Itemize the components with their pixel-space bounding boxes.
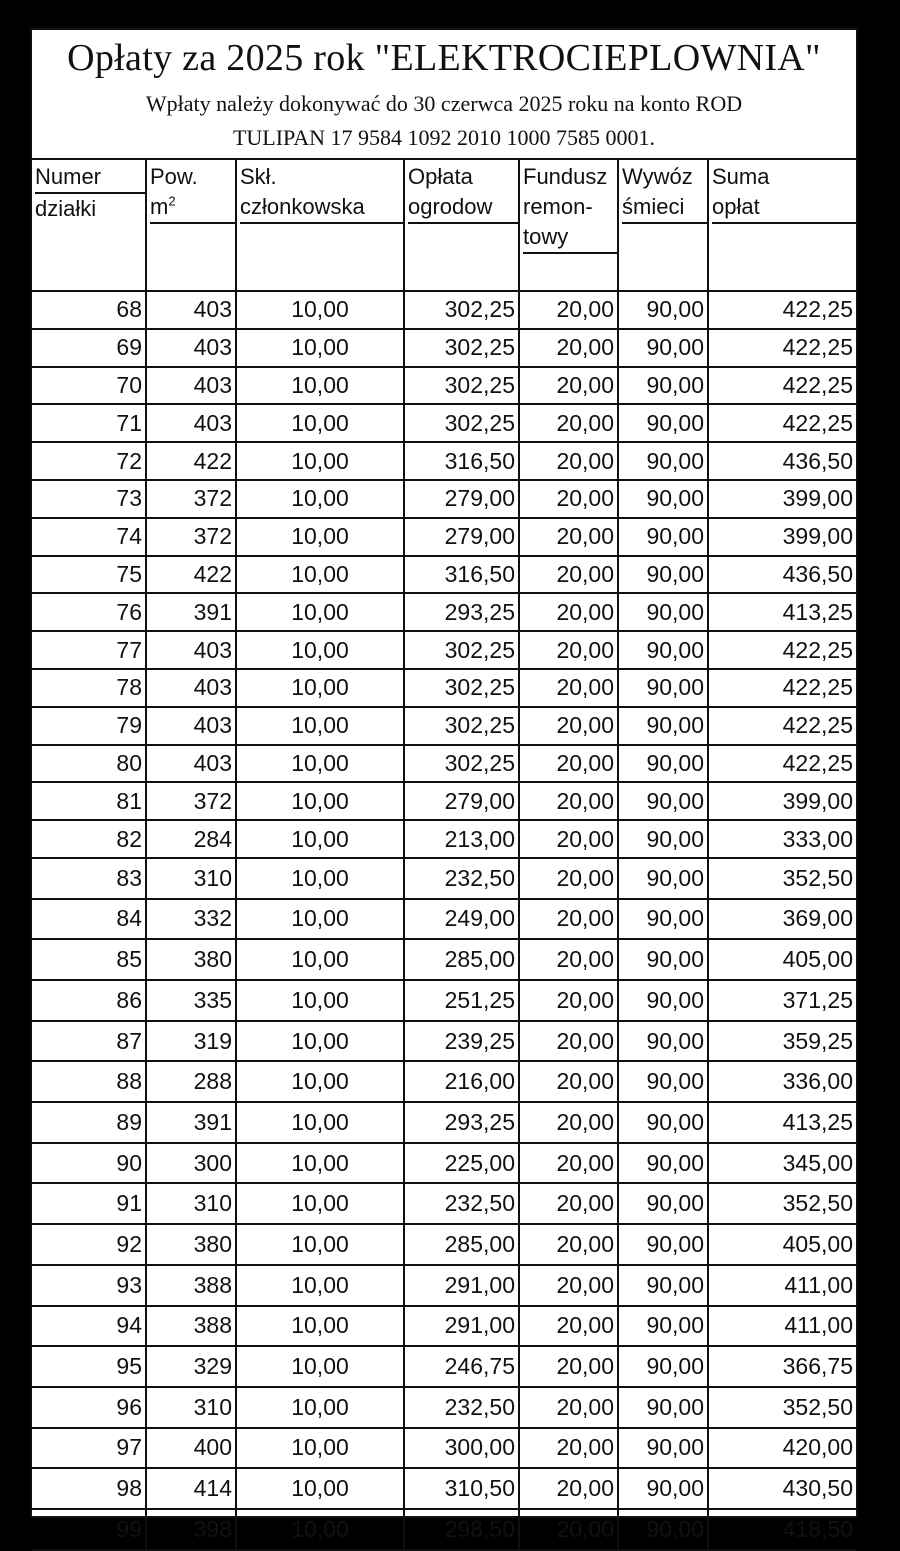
waste-removal-cell: 90,00: [618, 442, 708, 480]
garden-fee-cell: 285,00: [404, 1224, 519, 1265]
plot-number-cell: 70: [32, 367, 146, 405]
garden-fee-cell: 216,00: [404, 1061, 519, 1102]
waste-removal-cell: 90,00: [618, 1061, 708, 1102]
garden-fee-cell: 300,00: [404, 1428, 519, 1469]
renovation-fund-cell: 20,00: [519, 1102, 618, 1143]
garden-fee-cell: 302,25: [404, 404, 519, 442]
membership-fee-cell: 10,00: [236, 556, 404, 594]
waste-removal-cell: 90,00: [618, 745, 708, 783]
garden-fee-cell: 302,25: [404, 367, 519, 405]
fees-table-body: [32, 291, 856, 1550]
column-header-waste-removal: [618, 159, 708, 291]
header-line: Pow.: [150, 164, 198, 189]
unit-text: m: [150, 194, 169, 219]
table-row: [32, 1102, 856, 1143]
table-row: [32, 707, 856, 745]
table-row: [32, 899, 856, 940]
total-fee-cell: 422,25: [708, 631, 856, 669]
plot-number-cell: 78: [32, 669, 146, 707]
renovation-fund-cell: 20,00: [519, 1021, 618, 1062]
garden-fee-cell: 316,50: [404, 442, 519, 480]
garden-fee-cell: 302,25: [404, 291, 519, 329]
renovation-fund-cell: 20,00: [519, 367, 618, 405]
area-cell: 388: [146, 1265, 236, 1306]
area-cell: 403: [146, 669, 236, 707]
membership-fee-cell: 10,00: [236, 669, 404, 707]
plot-number-cell: 85: [32, 939, 146, 980]
total-fee-cell: 352,50: [708, 858, 856, 899]
garden-fee-cell: 302,25: [404, 707, 519, 745]
waste-removal-cell: 90,00: [618, 1224, 708, 1265]
plot-number-cell: 90: [32, 1143, 146, 1184]
garden-fee-cell: 213,00: [404, 820, 519, 858]
garden-fee-cell: 291,00: [404, 1265, 519, 1306]
table-row: [32, 669, 856, 707]
table-row: [32, 1428, 856, 1469]
renovation-fund-cell: 20,00: [519, 518, 618, 556]
membership-fee-cell: 10,00: [236, 939, 404, 980]
table-row: [32, 782, 856, 820]
total-fee-cell: 436,50: [708, 442, 856, 480]
membership-fee-cell: 10,00: [236, 1224, 404, 1265]
table-row: [32, 291, 856, 329]
table-row: [32, 442, 856, 480]
header-line: Opłata: [408, 164, 473, 189]
renovation-fund-cell: 20,00: [519, 669, 618, 707]
waste-removal-cell: 90,00: [618, 858, 708, 899]
table-row: [32, 631, 856, 669]
fee-sheet: [30, 28, 858, 1542]
table-row: [32, 1468, 856, 1509]
total-fee-cell: 422,25: [708, 707, 856, 745]
plot-number-cell: 75: [32, 556, 146, 594]
renovation-fund-cell: 20,00: [519, 593, 618, 631]
plot-number-cell: 69: [32, 329, 146, 367]
table-row: [32, 1183, 856, 1224]
total-fee-cell: 359,25: [708, 1021, 856, 1062]
table-row: [32, 1306, 856, 1347]
garden-fee-cell: 298,50: [404, 1509, 519, 1550]
area-cell: 422: [146, 556, 236, 594]
membership-fee-cell: 10,00: [236, 858, 404, 899]
area-cell: 372: [146, 782, 236, 820]
area-cell: 403: [146, 367, 236, 405]
header-line: Fundusz: [523, 164, 608, 189]
garden-fee-cell: 316,50: [404, 556, 519, 594]
plot-number-cell: 99: [32, 1509, 146, 1550]
area-cell: 403: [146, 707, 236, 745]
plot-number-cell: 92: [32, 1224, 146, 1265]
area-cell: 284: [146, 820, 236, 858]
membership-fee-cell: 10,00: [236, 782, 404, 820]
garden-fee-cell: 302,25: [404, 329, 519, 367]
membership-fee-cell: 10,00: [236, 1102, 404, 1143]
table-row: [32, 939, 856, 980]
plot-number-cell: 88: [32, 1061, 146, 1102]
membership-fee-cell: 10,00: [236, 480, 404, 518]
plot-number-cell: 97: [32, 1428, 146, 1469]
total-fee-cell: 411,00: [708, 1306, 856, 1347]
area-cell: 329: [146, 1346, 236, 1387]
area-cell: 372: [146, 480, 236, 518]
renovation-fund-cell: 20,00: [519, 707, 618, 745]
total-fee-cell: 405,00: [708, 1224, 856, 1265]
renovation-fund-cell: 20,00: [519, 556, 618, 594]
table-row: [32, 1346, 856, 1387]
waste-removal-cell: 90,00: [618, 291, 708, 329]
plot-number-cell: 68: [32, 291, 146, 329]
area-cell: 403: [146, 404, 236, 442]
renovation-fund-cell: 20,00: [519, 291, 618, 329]
column-header-membership-fee: [236, 159, 404, 291]
header-line: opłat: [712, 192, 856, 224]
waste-removal-cell: 90,00: [618, 1509, 708, 1550]
renovation-fund-cell: 20,00: [519, 1428, 618, 1469]
waste-removal-cell: 90,00: [618, 899, 708, 940]
waste-removal-cell: 90,00: [618, 1102, 708, 1143]
garden-fee-cell: 225,00: [404, 1143, 519, 1184]
waste-removal-cell: 90,00: [618, 1021, 708, 1062]
waste-removal-cell: 90,00: [618, 404, 708, 442]
waste-removal-cell: 90,00: [618, 669, 708, 707]
membership-fee-cell: 10,00: [236, 442, 404, 480]
area-cell: 335: [146, 980, 236, 1021]
fees-table: [32, 158, 856, 1551]
waste-removal-cell: 90,00: [618, 329, 708, 367]
header-line: Skł.: [240, 164, 277, 189]
total-fee-cell: 420,00: [708, 1428, 856, 1469]
membership-fee-cell: 10,00: [236, 1346, 404, 1387]
unit-exponent: 2: [168, 193, 176, 209]
renovation-fund-cell: 20,00: [519, 782, 618, 820]
garden-fee-cell: 232,50: [404, 1183, 519, 1224]
renovation-fund-cell: 20,00: [519, 1183, 618, 1224]
membership-fee-cell: 10,00: [236, 1509, 404, 1550]
total-fee-cell: 369,00: [708, 899, 856, 940]
garden-fee-cell: 232,50: [404, 858, 519, 899]
header-line: Suma: [712, 164, 770, 189]
header-line: towy: [523, 222, 617, 254]
total-fee-cell: 366,75: [708, 1346, 856, 1387]
garden-fee-cell: 239,25: [404, 1021, 519, 1062]
renovation-fund-cell: 20,00: [519, 899, 618, 940]
area-cell: 380: [146, 939, 236, 980]
renovation-fund-cell: 20,00: [519, 1143, 618, 1184]
renovation-fund-cell: 20,00: [519, 631, 618, 669]
area-cell: 332: [146, 899, 236, 940]
renovation-fund-cell: 20,00: [519, 939, 618, 980]
membership-fee-cell: 10,00: [236, 707, 404, 745]
table-row: [32, 1021, 856, 1062]
garden-fee-cell: 246,75: [404, 1346, 519, 1387]
total-fee-cell: 422,25: [708, 329, 856, 367]
membership-fee-cell: 10,00: [236, 404, 404, 442]
table-row: [32, 329, 856, 367]
waste-removal-cell: 90,00: [618, 939, 708, 980]
plot-number-cell: 89: [32, 1102, 146, 1143]
plot-number-cell: 73: [32, 480, 146, 518]
total-fee-cell: 422,25: [708, 404, 856, 442]
waste-removal-cell: 90,00: [618, 820, 708, 858]
garden-fee-cell: 279,00: [404, 518, 519, 556]
total-fee-cell: 422,25: [708, 669, 856, 707]
plot-number-cell: 86: [32, 980, 146, 1021]
area-cell: 388: [146, 1306, 236, 1347]
total-fee-cell: 352,50: [708, 1387, 856, 1428]
total-fee-cell: 430,50: [708, 1468, 856, 1509]
table-row: [32, 480, 856, 518]
column-header-plot-number: [32, 159, 146, 291]
plot-number-cell: 72: [32, 442, 146, 480]
waste-removal-cell: 90,00: [618, 1428, 708, 1469]
total-fee-cell: 352,50: [708, 1183, 856, 1224]
garden-fee-cell: 279,00: [404, 782, 519, 820]
renovation-fund-cell: 20,00: [519, 1306, 618, 1347]
membership-fee-cell: 10,00: [236, 518, 404, 556]
column-header-total: [708, 159, 856, 291]
renovation-fund-cell: 20,00: [519, 1387, 618, 1428]
total-fee-cell: 399,00: [708, 480, 856, 518]
table-header-row: [32, 159, 856, 291]
renovation-fund-cell: 20,00: [519, 1265, 618, 1306]
area-cell: 403: [146, 631, 236, 669]
page-title: Opłaty za 2025 rok "ELEKTROCIEPLOWNIA": [67, 37, 821, 79]
table-row: [32, 1143, 856, 1184]
waste-removal-cell: 90,00: [618, 1387, 708, 1428]
table-row: [32, 745, 856, 783]
waste-removal-cell: 90,00: [618, 367, 708, 405]
renovation-fund-cell: 20,00: [519, 1224, 618, 1265]
renovation-fund-cell: 20,00: [519, 745, 618, 783]
renovation-fund-cell: 20,00: [519, 1468, 618, 1509]
membership-fee-cell: 10,00: [236, 329, 404, 367]
header-line: działki: [35, 196, 97, 221]
total-fee-cell: 422,25: [708, 745, 856, 783]
table-row: [32, 1265, 856, 1306]
area-cell: 319: [146, 1021, 236, 1062]
area-cell: 403: [146, 745, 236, 783]
renovation-fund-cell: 20,00: [519, 1061, 618, 1102]
total-fee-cell: 336,00: [708, 1061, 856, 1102]
membership-fee-cell: 10,00: [236, 899, 404, 940]
plot-number-cell: 96: [32, 1387, 146, 1428]
total-fee-cell: 411,00: [708, 1265, 856, 1306]
membership-fee-cell: 10,00: [236, 1143, 404, 1184]
payment-deadline-text: Wpłaty należy dokonywać do 30 czerwca 2025 roku na konto ROD: [145, 91, 743, 116]
table-row: [32, 593, 856, 631]
plot-number-cell: 91: [32, 1183, 146, 1224]
table-row: [32, 858, 856, 899]
garden-fee-cell: 232,50: [404, 1387, 519, 1428]
plot-number-cell: 82: [32, 820, 146, 858]
area-cell: 310: [146, 1183, 236, 1224]
area-cell: 403: [146, 329, 236, 367]
renovation-fund-cell: 20,00: [519, 480, 618, 518]
column-header-area: [146, 159, 236, 291]
plot-number-cell: 98: [32, 1468, 146, 1509]
waste-removal-cell: 90,00: [618, 782, 708, 820]
table-row: [32, 1224, 856, 1265]
header-line: śmieci: [622, 192, 707, 224]
table-row: [32, 820, 856, 858]
plot-number-cell: 74: [32, 518, 146, 556]
membership-fee-cell: 10,00: [236, 1428, 404, 1469]
table-row: [32, 980, 856, 1021]
total-fee-cell: 418,50: [708, 1509, 856, 1550]
waste-removal-cell: 90,00: [618, 707, 708, 745]
area-cell: 310: [146, 1387, 236, 1428]
column-header-renovation-fund: [519, 159, 618, 291]
renovation-fund-cell: 20,00: [519, 980, 618, 1021]
column-header-garden-fee: [404, 159, 519, 291]
plot-number-cell: 84: [32, 899, 146, 940]
membership-fee-cell: 10,00: [236, 980, 404, 1021]
membership-fee-cell: 10,00: [236, 1468, 404, 1509]
area-cell: 422: [146, 442, 236, 480]
table-row: [32, 1387, 856, 1428]
table-row: [32, 1061, 856, 1102]
table-row: [32, 518, 856, 556]
total-fee-cell: 345,00: [708, 1143, 856, 1184]
membership-fee-cell: 10,00: [236, 1021, 404, 1062]
header-line: członkowska: [240, 192, 403, 224]
garden-fee-cell: 249,00: [404, 899, 519, 940]
renovation-fund-cell: 20,00: [519, 404, 618, 442]
membership-fee-cell: 10,00: [236, 1265, 404, 1306]
header-line: Wywóz: [622, 164, 693, 189]
membership-fee-cell: 10,00: [236, 593, 404, 631]
plot-number-cell: 71: [32, 404, 146, 442]
garden-fee-cell: 279,00: [404, 480, 519, 518]
garden-fee-cell: 293,25: [404, 593, 519, 631]
area-cell: 391: [146, 593, 236, 631]
area-cell: 403: [146, 291, 236, 329]
plot-number-cell: 81: [32, 782, 146, 820]
waste-removal-cell: 90,00: [618, 980, 708, 1021]
membership-fee-cell: 10,00: [236, 820, 404, 858]
plot-number-cell: 83: [32, 858, 146, 899]
area-cell: 391: [146, 1102, 236, 1143]
waste-removal-cell: 90,00: [618, 593, 708, 631]
waste-removal-cell: 90,00: [618, 1468, 708, 1509]
total-fee-cell: 405,00: [708, 939, 856, 980]
header-line: remon-: [523, 194, 593, 219]
waste-removal-cell: 90,00: [618, 1306, 708, 1347]
table-row: [32, 404, 856, 442]
plot-number-cell: 94: [32, 1306, 146, 1347]
plot-number-cell: 95: [32, 1346, 146, 1387]
total-fee-cell: 371,25: [708, 980, 856, 1021]
plot-number-cell: 79: [32, 707, 146, 745]
total-fee-cell: 413,25: [708, 1102, 856, 1143]
garden-fee-cell: 293,25: [404, 1102, 519, 1143]
waste-removal-cell: 90,00: [618, 1265, 708, 1306]
garden-fee-cell: 251,25: [404, 980, 519, 1021]
area-cell: 372: [146, 518, 236, 556]
renovation-fund-cell: 20,00: [519, 820, 618, 858]
total-fee-cell: 399,00: [708, 782, 856, 820]
garden-fee-cell: 302,25: [404, 745, 519, 783]
total-fee-cell: 333,00: [708, 820, 856, 858]
membership-fee-cell: 10,00: [236, 1387, 404, 1428]
total-fee-cell: 413,25: [708, 593, 856, 631]
membership-fee-cell: 10,00: [236, 1306, 404, 1347]
area-cell: 380: [146, 1224, 236, 1265]
table-row: [32, 367, 856, 405]
renovation-fund-cell: 20,00: [519, 1509, 618, 1550]
waste-removal-cell: 90,00: [618, 1143, 708, 1184]
header-line: ogrodow: [408, 192, 518, 224]
renovation-fund-cell: 20,00: [519, 442, 618, 480]
area-cell: 398: [146, 1509, 236, 1550]
membership-fee-cell: 10,00: [236, 631, 404, 669]
total-fee-cell: 422,25: [708, 291, 856, 329]
sheet-header: [32, 30, 856, 158]
plot-number-cell: 87: [32, 1021, 146, 1062]
header-line: [150, 192, 235, 224]
waste-removal-cell: 90,00: [618, 518, 708, 556]
table-row: [32, 556, 856, 594]
garden-fee-cell: 302,25: [404, 631, 519, 669]
area-cell: 310: [146, 858, 236, 899]
plot-number-cell: 77: [32, 631, 146, 669]
renovation-fund-cell: 20,00: [519, 858, 618, 899]
area-cell: 288: [146, 1061, 236, 1102]
plot-number-cell: 76: [32, 593, 146, 631]
plot-number-cell: 80: [32, 745, 146, 783]
bank-account-text: TULIPAN 17 9584 1092 2010 1000 7585 0001.: [232, 125, 656, 150]
total-fee-cell: 399,00: [708, 518, 856, 556]
waste-removal-cell: 90,00: [618, 631, 708, 669]
membership-fee-cell: 10,00: [236, 291, 404, 329]
garden-fee-cell: 310,50: [404, 1468, 519, 1509]
membership-fee-cell: 10,00: [236, 367, 404, 405]
garden-fee-cell: 291,00: [404, 1306, 519, 1347]
renovation-fund-cell: 20,00: [519, 1346, 618, 1387]
area-cell: 414: [146, 1468, 236, 1509]
garden-fee-cell: 302,25: [404, 669, 519, 707]
plot-number-cell: 93: [32, 1265, 146, 1306]
waste-removal-cell: 90,00: [618, 1346, 708, 1387]
membership-fee-cell: 10,00: [236, 1061, 404, 1102]
header-line: Numer: [35, 162, 145, 194]
membership-fee-cell: 10,00: [236, 1183, 404, 1224]
membership-fee-cell: 10,00: [236, 745, 404, 783]
waste-removal-cell: 90,00: [618, 556, 708, 594]
garden-fee-cell: 285,00: [404, 939, 519, 980]
area-cell: 300: [146, 1143, 236, 1184]
renovation-fund-cell: 20,00: [519, 329, 618, 367]
area-cell: 400: [146, 1428, 236, 1469]
total-fee-cell: 422,25: [708, 367, 856, 405]
waste-removal-cell: 90,00: [618, 480, 708, 518]
waste-removal-cell: 90,00: [618, 1183, 708, 1224]
total-fee-cell: 436,50: [708, 556, 856, 594]
